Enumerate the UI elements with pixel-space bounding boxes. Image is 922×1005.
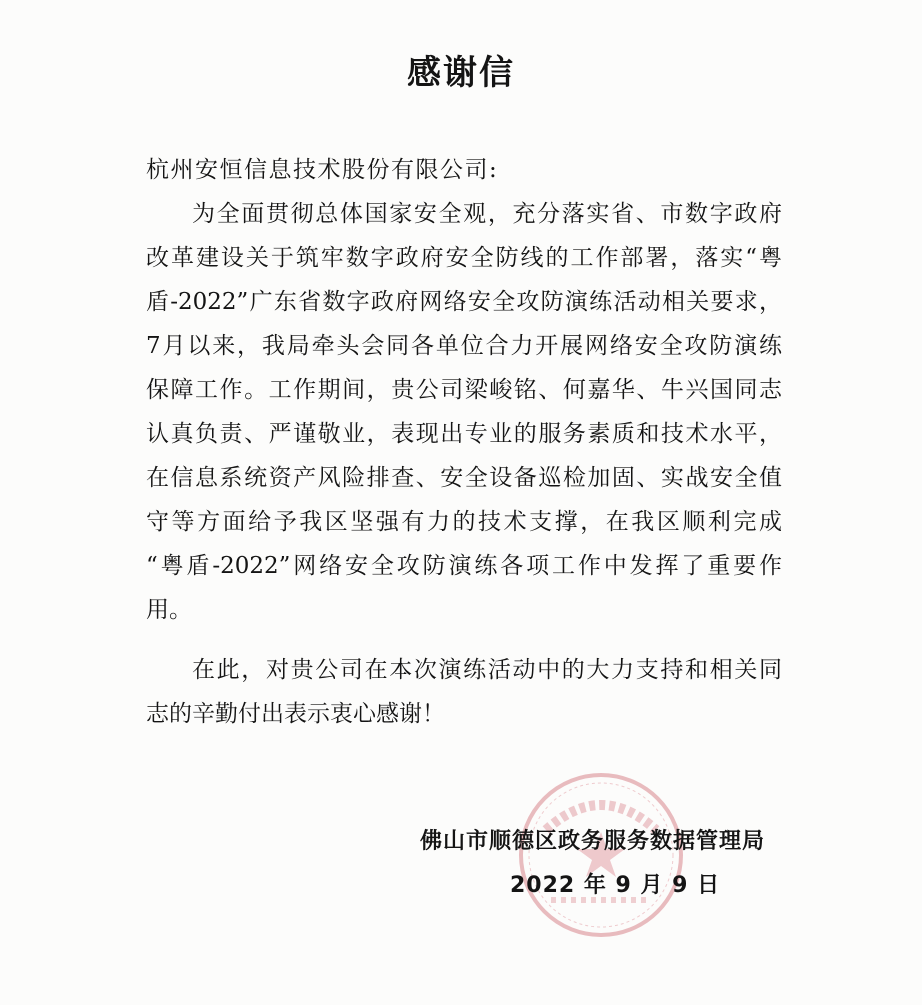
salutation: 杭州安恒信息技术股份有限公司: (146, 157, 499, 183)
paragraph-1-line-8: 守等方面给予我区坚强有力的技术支撑，在我区顺利完成 (146, 509, 782, 535)
paragraph-1-line-2: 改革建设关于筑牢数字政府安全防线的工作部署，落实“粤 (146, 245, 782, 271)
paragraph-2-line-2: 志的辛勤付出表示衷心感谢！ (146, 701, 445, 727)
signature-organization: 佛山市顺德区政务服务数据管理局 (420, 829, 766, 854)
paragraph-1-line-5: 保障工作。工作期间，贵公司梁峻铭、何嘉华、牛兴国同志 (146, 377, 782, 403)
paragraph-1-line-1: 为全面贯彻总体国家安全观，充分落实省、市数字政府 (192, 201, 782, 227)
letter-title: 感谢信 (407, 53, 515, 93)
paragraph-1-line-10: 用。 (146, 597, 192, 623)
paragraph-1-line-7: 在信息系统资产风险排查、安全设备巡检加固、实战安全值 (146, 465, 782, 491)
paragraph-1-line-9: “粤盾-2022”网络安全攻防演练各项工作中发挥了重要作 (146, 553, 782, 579)
signature-date: 2022 年 9 月 9 日 (510, 873, 721, 898)
paragraph-1-line-4: 7月以来，我局牵头会同各单位合力开展网络安全攻防演练 (146, 333, 782, 359)
paragraph-2-line-1: 在此，对贵公司在本次演练活动中的大力支持和相关同 (192, 657, 782, 683)
paragraph-1-line-6: 认真负责、严谨敬业，表现出专业的服务素质和技术水平， (146, 421, 782, 447)
paragraph-1-line-3: 盾-2022”广东省数字政府网络安全攻防演练活动相关要求， (146, 289, 782, 315)
